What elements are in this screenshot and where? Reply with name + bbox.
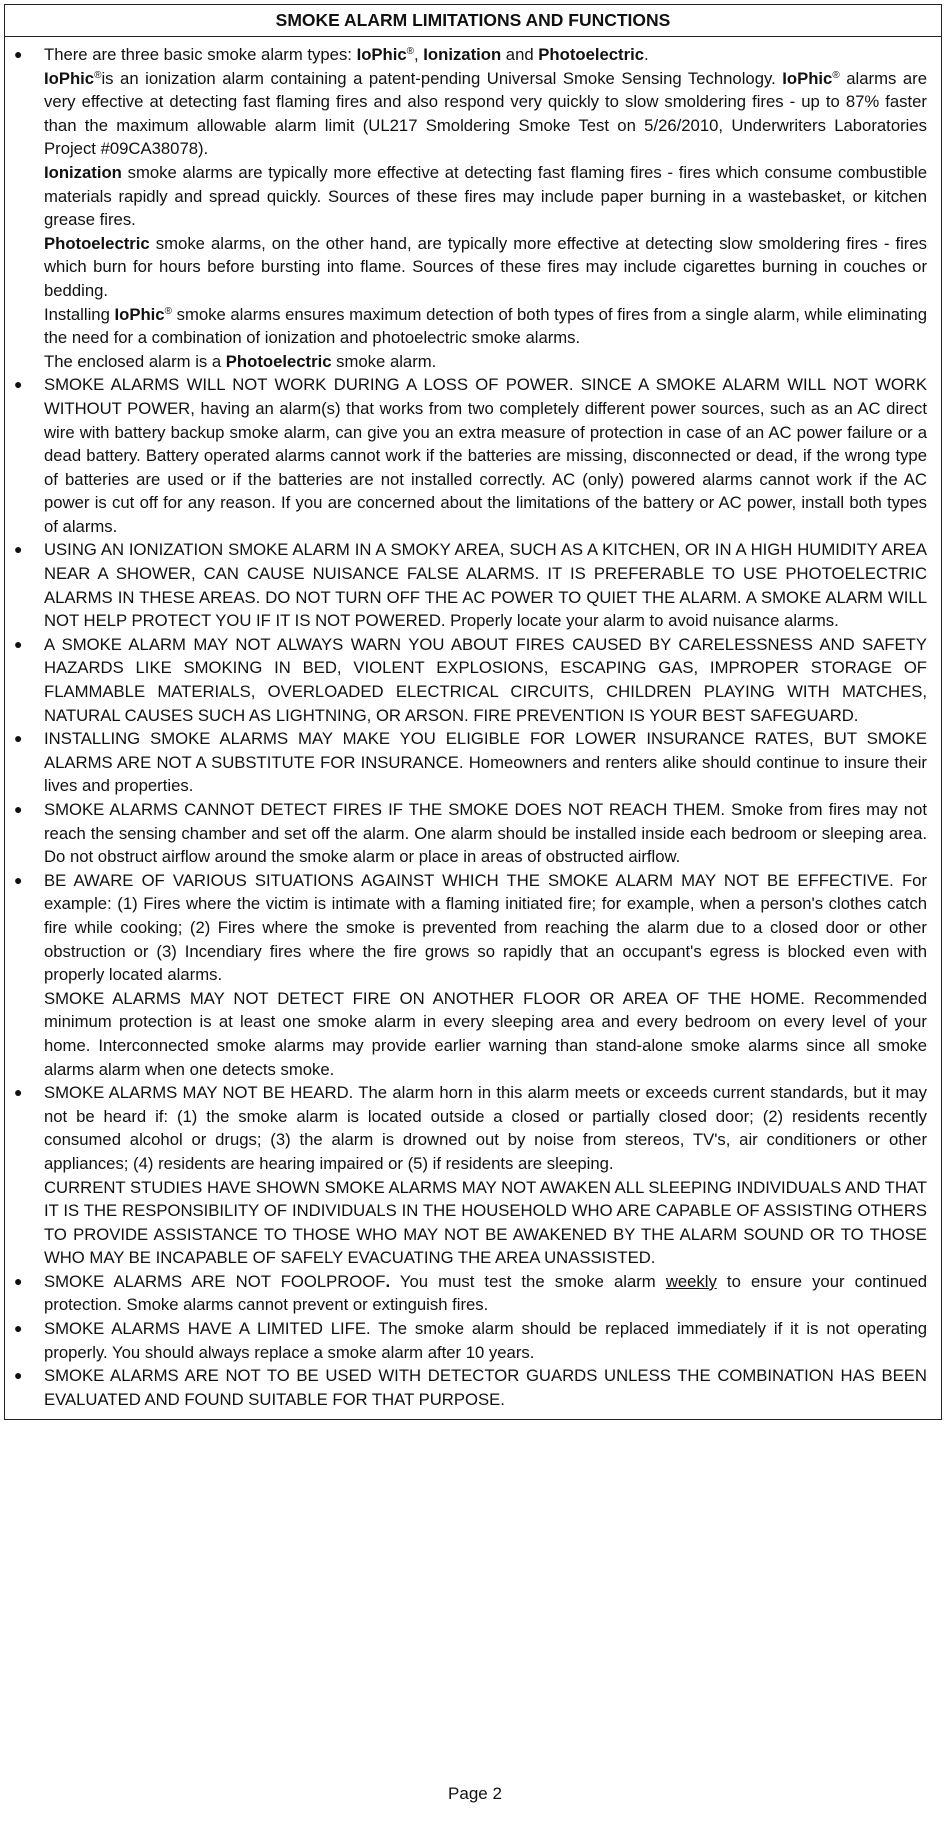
- bullet-icon: ●: [14, 1320, 23, 1337]
- list-item: [11, 1364, 927, 1411]
- registered-mark: ®: [94, 69, 102, 81]
- underlined-text: weekly: [665, 1271, 717, 1291]
- paragraph: SMOKE ALARMS CANNOT DETECT FIRES IF THE SMOKE DOES NOT REACH THEM. Smoke from fires may not reach the sensing chamber and set off the alarm. One alarm should be installed inside each bedroom or sleeping area. Do not obstruct airflow around the smoke alarm or place in areas of obstructed airflow.: [44, 800, 927, 867]
- paragraph: SMOKE ALARMS MAY NOT DETECT FIRE ON ANOTHER FLOOR OR AREA OF THE HOME. Recommended minimum protection is at least one smoke alarm in every sleeping area and every bedroom on every level of your home. Interconnected smoke alarms may provide earlier warning than stand-alone smoke alarms since all smoke alarms alarm when one detects smoke.: [44, 988, 927, 1079]
- bullet-icon: ●: [14, 635, 23, 652]
- paragraph: CURRENT STUDIES HAVE SHOWN SMOKE ALARMS MAY NOT AWAKEN ALL SLEEPING INDIVIDUALS AND THAT IT IS THE RESPONSIBILITY OF INDIVIDUALS IN THE HOUSEHOLD WHO ARE CAPABLE OF ASSISTING OTHERS TO PROVIDE ASSISTANCE TO THOSE WHO MAY NOT BE AWAKENED BY THE ALARM SOUND OR TO THOSE WHO MAY BE INCAPABLE OF SAFELY EVACUATING THE AREA UNASSISTED.: [44, 1177, 927, 1268]
- limitations-box: [4, 4, 942, 1420]
- bold-text: IoPhic: [356, 45, 407, 64]
- list-item: [11, 43, 927, 373]
- paragraph: SMOKE ALARMS WILL NOT WORK DURING A LOSS OF POWER. SINCE A SMOKE ALARM WILL NOT WORK WITHOUT POWER, having an alarm(s) that works from two completely different power sources, such as an AC direct wire with battery backup smoke alarm, can give you an extra measure of protection in case of an AC power failure or a dead battery. Battery operated alarms cannot work if the batteries are missing, disconnected or dead, if the wrong type of batteries are used or if the batteries are not installed correctly. AC (only) powered alarms cannot work if the AC power is cut off for any reason. If you are concerned about the limitations of the battery or AC power, install both types of alarms.: [44, 375, 927, 536]
- bullet-list: [5, 37, 941, 1419]
- paragraph: USING AN IONIZATION SMOKE ALARM IN A SMOKY AREA, SUCH AS A KITCHEN, OR IN A HIGH HUMIDITY AREA NEAR A SHOWER, CAN CAUSE NUISANCE FALSE ALARMS. IT IS PREFERABLE TO USE PHOTOELECTRIC ALARMS IN THESE AREAS. DO NOT TURN OFF THE AC POWER TO QUIET THE ALARM. A SMOKE ALARM WILL NOT HELP PROTECT YOU IF IT IS NOT POWERED. Properly locate your alarm to avoid nuisance alarms.: [44, 540, 927, 631]
- list-item: [11, 798, 927, 869]
- bold-text: .: [385, 1271, 391, 1291]
- paragraph: Photoelectric smoke alarms, on the other hand, are typically more effective at detecting slow smoldering fires - fires which burn for hours before bursting into flame. Sources of these fires may include cigarettes burning in couches or bedding.: [44, 233, 927, 300]
- paragraph: Ionization smoke alarms are typically more effective at detecting fast flaming fires - fires which consume combustible materials rapidly and spread quickly. Sources of these fires may include paper burning in a wastebasket, or kitchen grease fires.: [44, 162, 927, 230]
- paragraph: The enclosed alarm is a Photoelectric smoke alarm.: [44, 351, 437, 371]
- list-item: [11, 373, 927, 538]
- paragraph: INSTALLING SMOKE ALARMS MAY MAKE YOU ELIGIBLE FOR LOWER INSURANCE RATES, BUT SMOKE ALARMS ARE NOT A SUBSTITUTE FOR INSURANCE. Homeowners and renters alike should continue to insure their lives and properties.: [44, 729, 927, 796]
- bold-text: Ionization: [423, 45, 502, 64]
- bold-text: Photoelectric: [44, 233, 150, 253]
- paragraph: SMOKE ALARMS ARE NOT TO BE USED WITH DETECTOR GUARDS UNLESS THE COMBINATION HAS BEEN EVALUATED AND FOUND SUITABLE FOR THAT PURPOSE.: [44, 1366, 927, 1409]
- paragraph: A SMOKE ALARM MAY NOT ALWAYS WARN YOU ABOUT FIRES CAUSED BY CARELESSNESS AND SAFETY HAZARDS LIKE SMOKING IN BED, VIOLENT EXPLOSIONS, ESCAPING GAS, IMPROPER STORAGE OF FLAMMABLE MATERIALS, OVERLOADED ELECTRICAL CIRCUITS, CHILDREN PLAYING WITH MATCHES, NATURAL CAUSES SUCH AS LIGHTNING, OR ARSON. FIRE PREVENTION IS YOUR BEST SAFEGUARD.: [44, 634, 927, 725]
- bold-text: IoPhic: [114, 304, 165, 324]
- list-item: [11, 869, 927, 1081]
- section-title: SMOKE ALARM LIMITATIONS AND FUNCTIONS: [5, 5, 941, 37]
- page-number: Page 2: [448, 1784, 502, 1803]
- paragraph: SMOKE ALARMS ARE NOT FOOLPROOF. You must test the smoke alarm weekly to ensure your continued protection. Smoke alarms cannot prevent or extinguish fires.: [44, 1271, 928, 1315]
- bullet-icon: ●: [14, 46, 23, 62]
- paragraph: SMOKE ALARMS MAY NOT BE HEARD. The alarm horn in this alarm meets or exceeds current standards, but it may not be heard if: (1) the smoke alarm is located outside a closed or partially closed door; (2) residents recently consumed alcohol or drugs; (3) the alarm is drowned out by noise from stereos, TV's, air conditioners or other appliances; (4) residents are hearing impaired or (5) if residents are sleeping.: [44, 1083, 927, 1173]
- list-item: [11, 1081, 927, 1270]
- list-item: [11, 538, 927, 632]
- bullet-icon: ●: [14, 376, 23, 393]
- registered-mark: ®: [406, 46, 415, 57]
- registered-mark: ®: [832, 69, 840, 81]
- bullet-icon: ●: [14, 801, 23, 817]
- paragraph: SMOKE ALARMS HAVE A LIMITED LIFE. The smoke alarm should be replaced immediately if it is not operating properly. You should always replace a smoke alarm after 10 years.: [44, 1319, 927, 1362]
- bold-text: Photoelectric: [225, 351, 332, 371]
- bullet-icon: ●: [14, 1272, 23, 1289]
- paragraph: Installing IoPhic® smoke alarms ensures maximum detection of both types of fires from a single alarm, while eliminating the need for a combination of ionization and photoelectric smoke alarms.: [44, 304, 927, 348]
- list-item: [11, 727, 927, 798]
- list-item: [11, 1270, 927, 1317]
- bold-text: Ionization: [44, 162, 122, 182]
- list-item: [11, 1317, 927, 1364]
- bold-text: IoPhic: [782, 68, 833, 88]
- registered-mark: ®: [164, 305, 172, 317]
- bullet-icon: ●: [14, 730, 23, 747]
- bold-text: IoPhic: [44, 68, 95, 88]
- paragraph: There are three basic smoke alarm types: IoPhic®, Ionization and Photoelectric.: [44, 45, 649, 64]
- bullet-icon: ●: [14, 1367, 23, 1384]
- bullet-icon: ●: [14, 541, 23, 558]
- bold-text: Photoelectric: [538, 45, 645, 64]
- paragraph: BE AWARE OF VARIOUS SITUATIONS AGAINST WHICH THE SMOKE ALARM MAY NOT BE EFFECTIVE. For example: (1) Fires where the victim is intimate with a flaming initiated fire; for example, when a person's clothes catch fire while cooking; (2) Fires where the smoke is prevented from reaching the alarm due to a closed door or other obstruction or (3) Incendiary fires where the fire grows so rapidly that an occupant's egress is blocked even with properly located alarms.: [44, 870, 927, 985]
- bullet-icon: ●: [14, 871, 23, 888]
- bullet-icon: ●: [14, 1084, 23, 1101]
- paragraph: IoPhic®is an ionization alarm containing a patent-pending Universal Smoke Sensing Technology. IoPhic® alarms are very effective at detecting fast flaming fires and also respond very quickly to slow smoldering fires - up to 87% faster than the maximum allowable alarm limit (UL217 Smoldering Smoke Test on 5/26/2010, Underwriters Laboratories Project #09CA38078).: [44, 68, 927, 159]
- list-item: [11, 633, 927, 727]
